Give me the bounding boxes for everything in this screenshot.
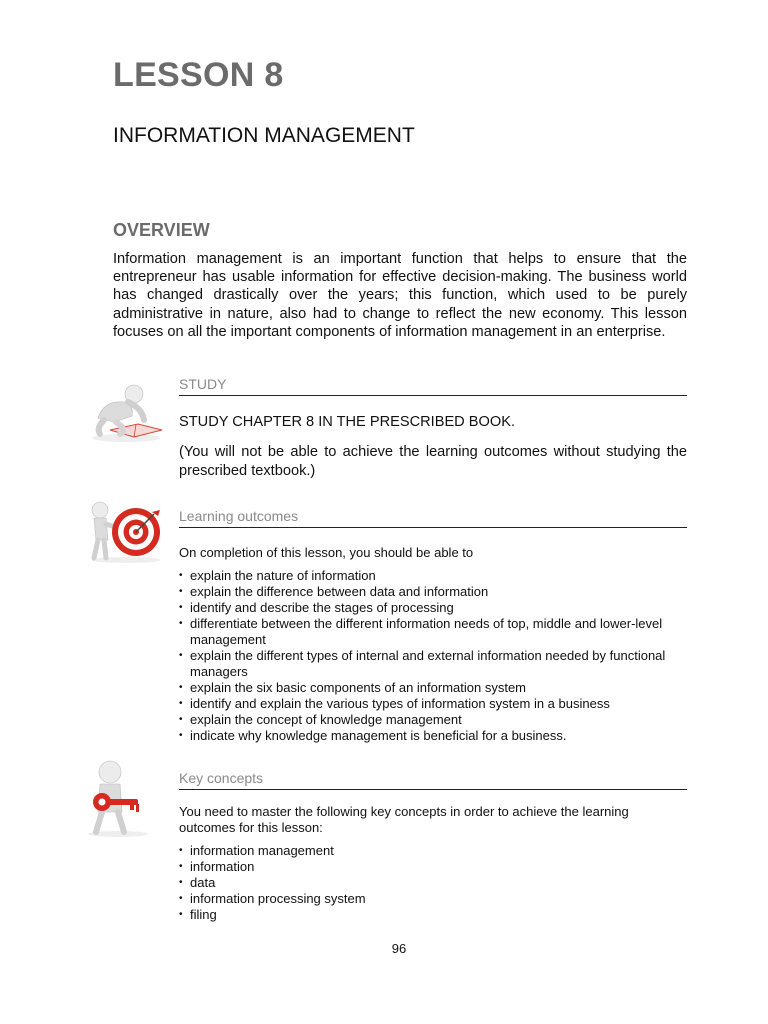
list-item: • data	[179, 875, 687, 891]
list-item: • explain the nature of information	[179, 568, 687, 584]
study-heading: STUDY	[179, 376, 687, 396]
concepts-intro: You need to master the following key concepts in order to achieve the learning outcomes for this lesson:	[179, 804, 629, 835]
list-item: • explain the different types of internal and external information needed by functional managers	[179, 648, 687, 680]
outcomes-list	[179, 568, 687, 744]
concepts-heading: Key concepts	[179, 770, 687, 790]
list-item: • information processing system	[179, 891, 687, 907]
lesson-number: LESSON 8	[113, 56, 284, 94]
list-item: • identify and describe the stages of processing	[179, 600, 687, 616]
figure-with-target-icon	[84, 498, 168, 564]
list-item: • explain the difference between data and information	[179, 584, 687, 600]
list-item: • explain the six basic components of an information system	[179, 680, 687, 696]
overview-text: Information management is an important function that helps to ensure that the entrepreneur has usable information for effective decision-making. The business world has changed drastically over the years; this function, which used to be purely administrative in nature, also had to change to reflect the new economy. This lesson focuses on all the important components of information management in an enterprise.	[113, 251, 687, 340]
study-note: (You will not be able to achieve the learning outcomes without studying the prescribed textbook.)	[179, 444, 687, 479]
lesson-title: INFORMATION MANAGEMENT	[113, 124, 415, 147]
list-item: • explain the concept of knowledge management	[179, 712, 687, 728]
list-item: • indicate why knowledge management is beneficial for a business.	[179, 728, 687, 744]
outcomes-heading: Learning outcomes	[179, 508, 687, 528]
list-item: • identify and explain the various types of information system in a business	[179, 696, 687, 712]
outcomes-intro: On completion of this lesson, you should be able to	[179, 545, 474, 560]
list-item: • differentiate between the different information needs of top, middle and lower-level management	[179, 616, 687, 648]
page-number: 96	[391, 941, 407, 956]
overview-heading: OVERVIEW	[113, 220, 210, 240]
figure-reading-book-icon	[84, 368, 170, 446]
list-item: • information	[179, 859, 687, 875]
concepts-list	[179, 843, 687, 923]
list-item: • information management	[179, 843, 687, 859]
figure-carrying-key-icon	[74, 756, 166, 838]
study-instruction: STUDY CHAPTER 8 IN THE PRESCRIBED BOOK.	[179, 414, 515, 430]
list-item: • filing	[179, 907, 687, 923]
